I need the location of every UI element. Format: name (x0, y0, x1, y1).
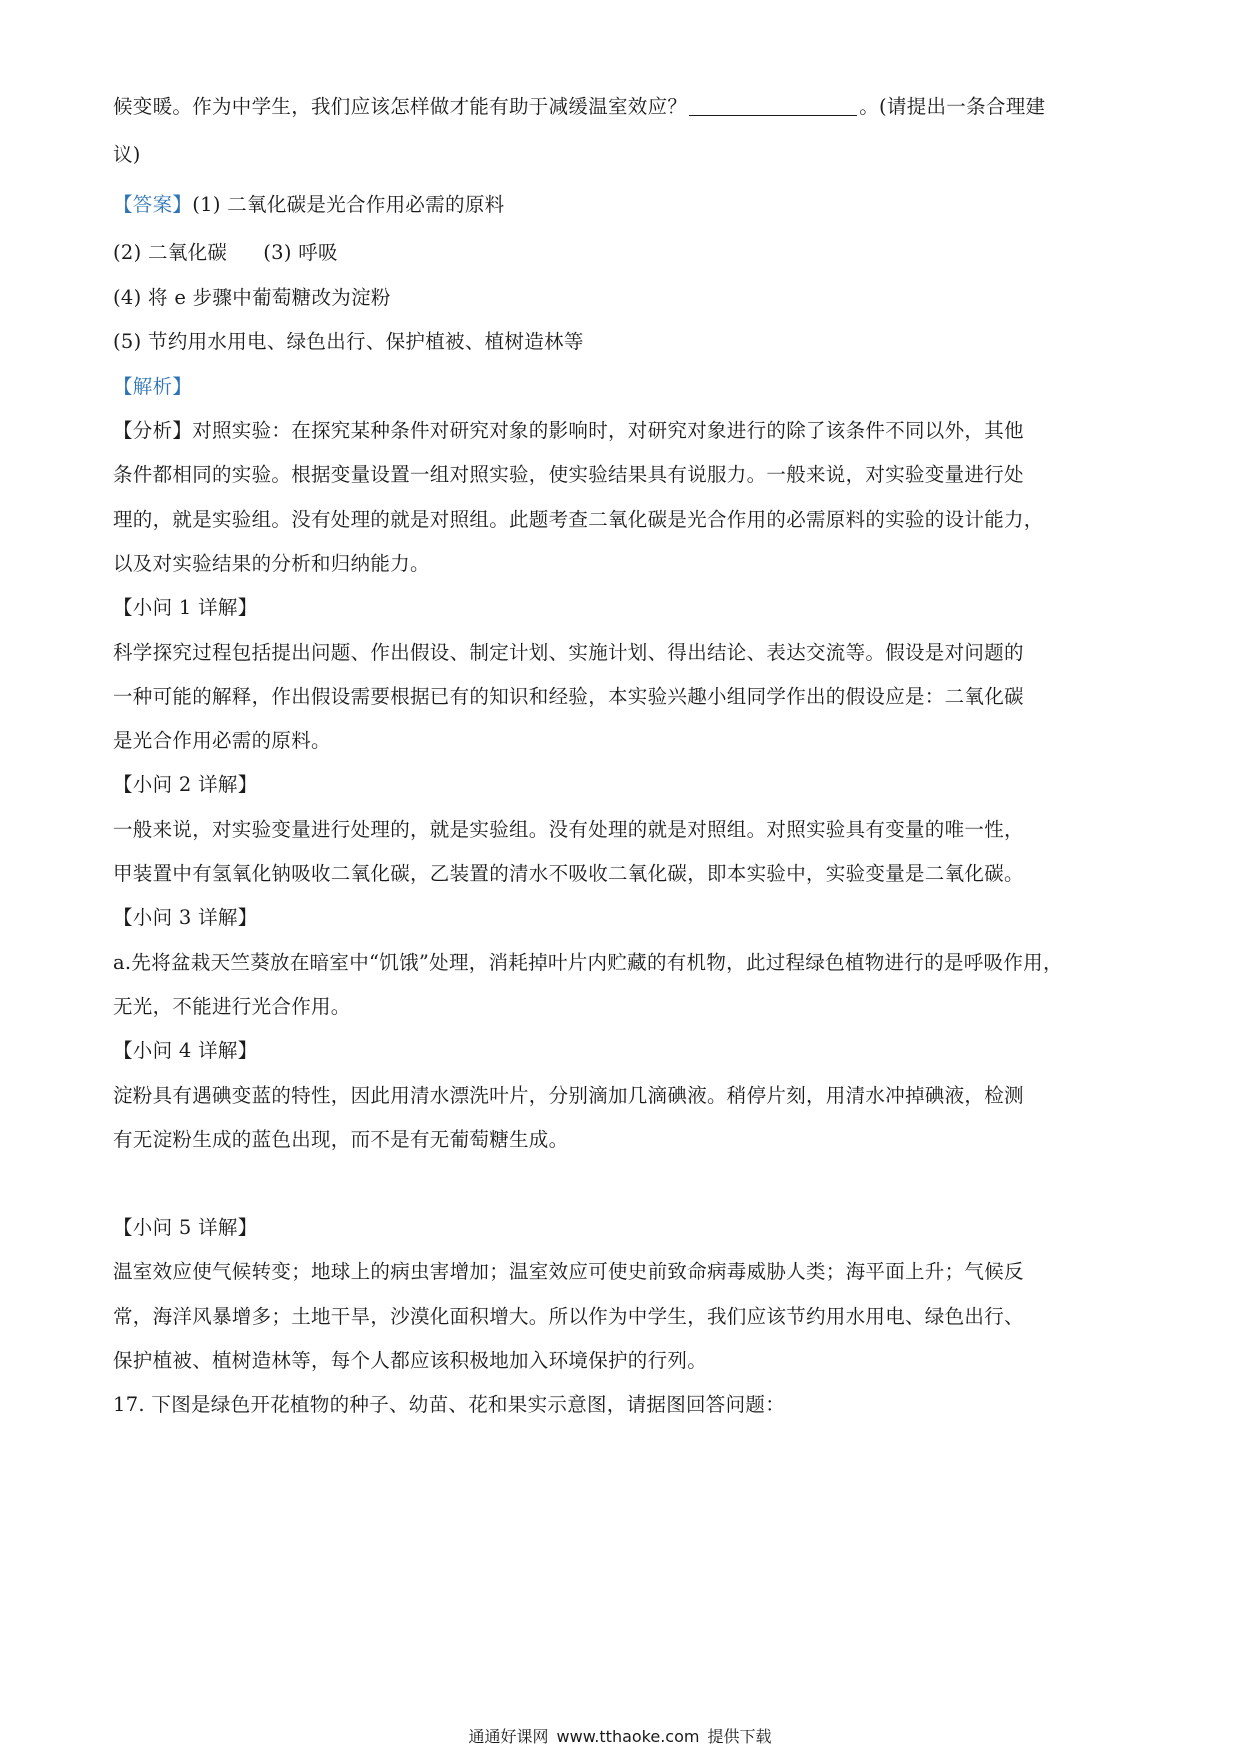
answer-item-1: 【答案】(1) 二氧化碳是光合作用必需的原料 (113, 193, 505, 216)
footer-url[interactable]: www.tthaoke.com (556, 1727, 700, 1746)
q2-line: 一般来说，对实验变量进行处理的，就是实验组。没有处理的就是对照组。对照实验具有变量的唯一性， (113, 818, 1024, 841)
q5-line: 常，海洋风暴增多；土地干旱，沙漠化面积增大。所以作为中学生，我们应该节约用水用电、绿色出行、 (113, 1305, 1024, 1328)
analysis-label: 【解析】 (113, 375, 193, 398)
q1-line: 是光合作用必需的原料。 (113, 729, 331, 752)
analysis-line: 以及对实验结果的分析和归纳能力。 (113, 552, 430, 575)
question-17: 17. 下图是绿色开花植物的种子、幼苗、花和果实示意图，请据图回答问题： (113, 1393, 786, 1416)
q2-line: 甲装置中有氢氧化钠吸收二氧化碳，乙装置的清水不吸收二氧化碳，即本实验中，实验变量是二氧化碳。 (113, 862, 1024, 885)
q1-line: 科学探究过程包括提出问题、作出假设、制定计划、实施计划、得出结论、表达交流等。假设是对问题的 (113, 641, 1024, 664)
q3-heading: 【小问 3 详解】 (113, 906, 258, 929)
q4-line: 淀粉具有遇碘变蓝的特性，因此用清水漂洗叶片，分别滴加几滴碘液。稍停片刻，用清水冲掉碘液，检测 (113, 1084, 1024, 1107)
answer-item-2-3 (113, 238, 1123, 268)
q3-line: a.先将盆栽天竺葵放在暗室中“饥饿”处理，消耗掉叶片内贮藏的有机物，此过程绿色植物进行的是呼吸作用， (113, 951, 1063, 974)
q1-line: 一种可能的解释，作出假设需要根据已有的知识和经验，本实验兴趣小组同学作出的假设应是：二氧化碳 (113, 685, 1024, 708)
q5-heading: 【小问 5 详解】 (113, 1216, 258, 1239)
intro-text-tail: 。(请提出一条合理建 (859, 95, 1046, 118)
footer-site-name: 通通好课网 (468, 1727, 549, 1746)
answer-item-4: (4) 将 e 步骤中葡萄糖改为淀粉 (113, 286, 391, 309)
answer-blank (689, 95, 857, 116)
page-footer (0, 1726, 1240, 1748)
analysis-line: 【分析】对照实验：在探究某种条件对研究对象的影响时，对研究对象进行的除了该条件不同以外，其他 (113, 419, 1024, 442)
answer-item-3: (3) 呼吸 (263, 241, 338, 264)
fenxi-label: 【分析】 (113, 419, 193, 442)
intro-line-1 (113, 92, 1123, 122)
answer-label: 【答案】 (113, 193, 193, 216)
footer-suffix: 提供下载 (707, 1727, 772, 1746)
analysis-line: 理的，就是实验组。没有处理的就是对照组。此题考查二氧化碳是光合作用的必需原料的实验的设计能力， (113, 508, 1044, 531)
analysis-line: 条件都相同的实验。根据变量设置一组对照实验，使实验结果具有说服力。一般来说，对实验变量进行处 (113, 463, 1024, 486)
intro-line-2: 议) (113, 143, 141, 166)
q1-heading: 【小问 1 详解】 (113, 596, 258, 619)
q4-heading: 【小问 4 详解】 (113, 1039, 258, 1062)
q3-line: 无光，不能进行光合作用。 (113, 995, 351, 1018)
q5-line: 保护植被、植树造林等，每个人都应该积极地加入环境保护的行列。 (113, 1349, 708, 1372)
answer-item-2: (2) 二氧化碳 (113, 241, 228, 264)
q5-line: 温室效应使气候转变；地球上的病虫害增加；温室效应可使史前致命病毒威胁人类；海平面上升；气候反 (113, 1260, 1024, 1283)
intro-text: 候变暖。作为中学生，我们应该怎样做才能有助于减缓温室效应？ (113, 95, 688, 118)
answer-item-5: (5) 节约用水用电、绿色出行、保护植被、植树造林等 (113, 330, 584, 353)
q2-heading: 【小问 2 详解】 (113, 773, 258, 796)
q4-line: 有无淀粉生成的蓝色出现，而不是有无葡萄糖生成。 (113, 1128, 569, 1151)
